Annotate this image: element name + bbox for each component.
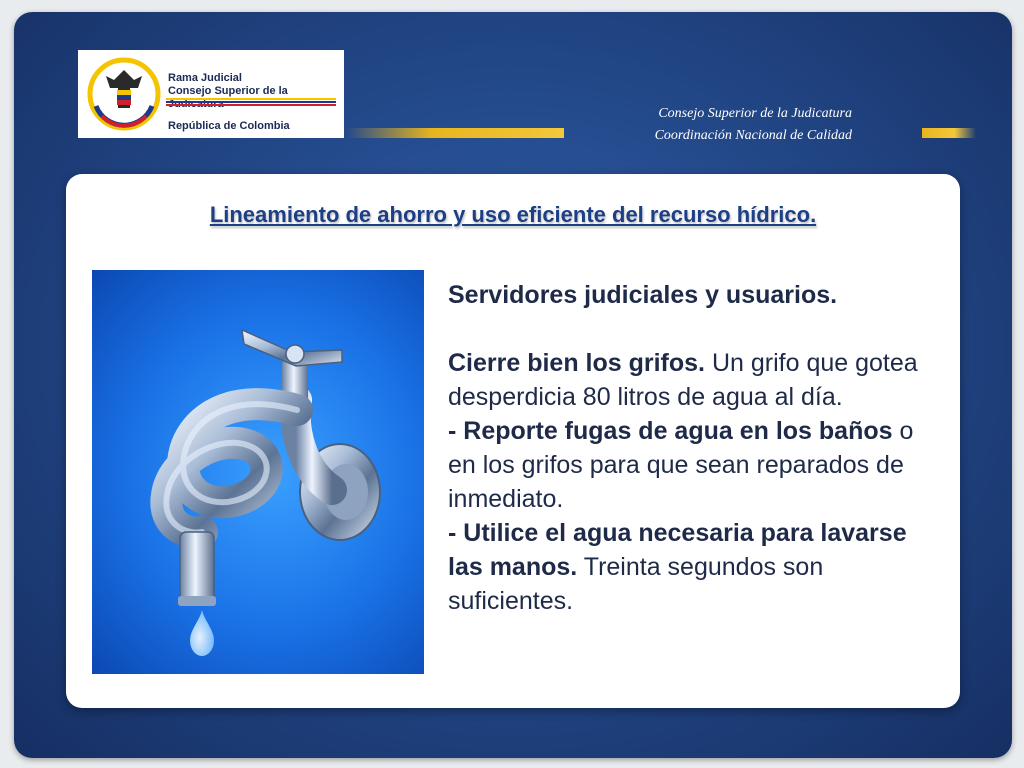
faucet-photo [92,270,424,674]
org-line-1: Consejo Superior de la Judicatura [658,106,852,121]
tip-report-leaks-rest: o en los grifos para que sean reparados de inmediato. [448,417,914,513]
institution-logo [78,50,344,138]
accent-bar-left [346,128,564,138]
accent-bar-right [922,128,976,138]
audience-line: Servidores judiciales y usuarios. [448,281,838,309]
organization-heading [655,103,852,147]
logo-rule-blue [166,101,336,103]
tip-use-needed-water-bold: - Utilice el agua necesaria para lavarse las manos. [448,519,907,581]
org-line-2: Coordinación Nacional de Calidad [654,128,852,143]
tip-use-needed-water [448,516,944,618]
logo-rule-yellow [166,98,336,100]
content-card [66,174,960,708]
slide-frame [14,12,1012,758]
tip-use-needed-water-rest: Treinta segundos son suficientes. [448,553,824,615]
logo-line-2: Consejo Superior de la [168,85,288,97]
paragraph-gap [448,312,944,346]
tip-close-taps-rest: Un grifo que gotea desperdicia 80 litros de agua al día. [448,349,918,411]
logo-line-1: Rama Judicial [168,72,242,84]
colombia-seal-icon [84,54,164,134]
body-text [448,278,944,618]
tip-close-taps-bold: Cierre bien los grifos. [448,349,706,377]
logo-line-3: República de Colombia [168,120,290,132]
tip-report-leaks-bold: - Reporte fugas de agua en los baños [448,417,893,445]
tip-report-leaks [448,414,944,516]
knotted-faucet-icon [92,270,424,674]
logo-rule-red [166,104,336,106]
tip-close-taps [448,346,944,414]
slide-title: Lineamiento de ahorro y uso eficiente del recurso hídrico. [209,202,817,227]
